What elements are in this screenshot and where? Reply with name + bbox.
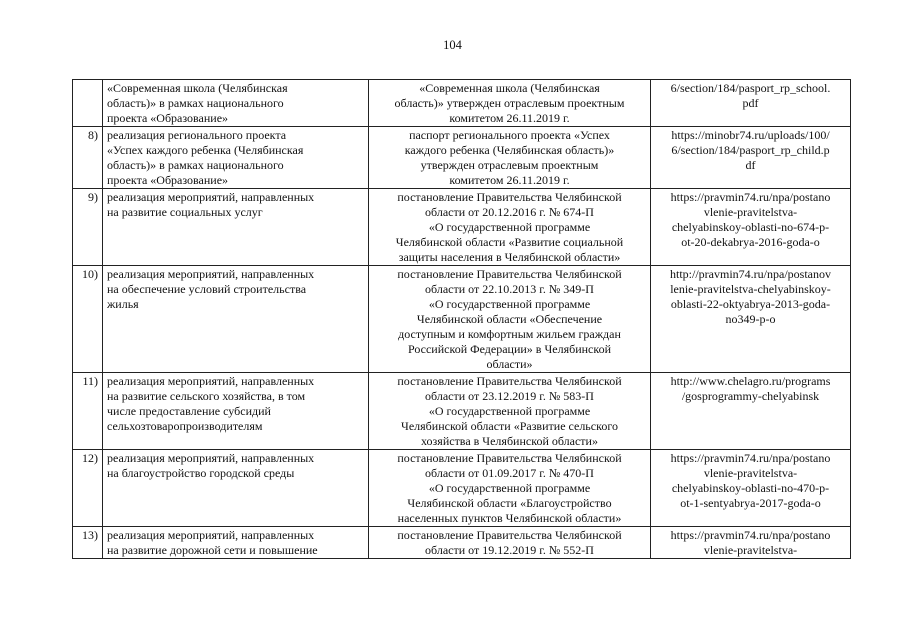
legal-document-cell-line: область)» утвержден отраслевым проектным: [394, 96, 625, 110]
activity-description-cell-line: проекта «Образование»: [107, 173, 229, 187]
activity-description-cell-line: проекта «Образование»: [107, 111, 229, 125]
activity-description-cell-line: числе предоставление субсидий: [107, 404, 271, 418]
legal-document-cell-line: утвержден отраслевым проектным: [420, 158, 599, 172]
activity-description-cell-line: область)» в рамках национального: [107, 158, 284, 172]
source-link-cell: [651, 189, 851, 266]
source-link-cell-line: http://pravmin74.ru/npa/postanov: [670, 267, 831, 281]
page-number: 104: [443, 38, 462, 52]
source-link-cell-line: http://www.chelagro.ru/programs: [670, 374, 831, 388]
source-link-cell-line: ot-1-sentyabrya-2017-goda-o: [680, 496, 821, 510]
table-row: [73, 450, 851, 527]
activity-description-cell-line: область)» в рамках национального: [107, 96, 284, 110]
programs-table-body: [73, 80, 851, 559]
activity-description-cell: [103, 527, 369, 559]
table-row: [73, 373, 851, 450]
activity-description-cell: [103, 127, 369, 189]
table-row: [73, 80, 851, 127]
source-link-cell: [651, 127, 851, 189]
legal-document-cell-line: области от 20.12.2016 г. № 674-П: [425, 205, 594, 219]
legal-document-cell-line: области от 19.12.2019 г. № 552-П: [425, 543, 594, 557]
legal-document-cell: [369, 80, 651, 127]
source-link-cell-line: vlenie-pravitelstva-: [703, 543, 798, 557]
activity-description-cell: [103, 80, 369, 127]
legal-document-cell: [369, 266, 651, 373]
legal-document-cell-line: комитетом 26.11.2019 г.: [449, 111, 570, 125]
activity-description-cell-line: «Успех каждого ребенка (Челябинская: [107, 143, 304, 157]
activity-description-cell-line: реализация мероприятий, направленных: [107, 451, 315, 465]
source-link-cell-line: https://pravmin74.ru/npa/postano: [670, 528, 831, 542]
activity-description-cell-line: на развитие дорожной сети и повышение: [107, 543, 318, 557]
legal-document-cell: [369, 373, 651, 450]
legal-document-cell-line: постановление Правительства Челябинской: [397, 374, 622, 388]
source-link-cell-line: no349-p-o: [725, 312, 776, 326]
legal-document-cell-line: постановление Правительства Челябинской: [397, 451, 622, 465]
activity-description-cell-line: реализация мероприятий, направленных: [107, 190, 315, 204]
activity-description-cell: [103, 450, 369, 527]
activity-description-cell: [103, 373, 369, 450]
source-link-cell-line: pdf: [742, 96, 759, 110]
legal-document-cell-line: Челябинской области «Благоустройство: [407, 496, 612, 510]
table-row: [73, 127, 851, 189]
source-link-cell-line: lenie-pravitelstva-chelyabinskoy-: [670, 282, 831, 296]
legal-document-cell: [369, 450, 651, 527]
legal-document-cell-line: «О государственной программе: [428, 481, 591, 495]
activity-description-cell-line: реализация регионального проекта: [107, 128, 287, 142]
legal-document-cell-line: «О государственной программе: [428, 220, 591, 234]
row-number-cell: 13): [73, 527, 103, 559]
legal-document-cell-line: постановление Правительства Челябинской: [397, 190, 622, 204]
source-link-cell: [651, 450, 851, 527]
legal-document-cell-line: защиты населения в Челябинской области»: [398, 250, 621, 264]
activity-description-cell-line: на благоустройство городской среды: [107, 466, 295, 480]
source-link-cell-line: ot-20-dekabrya-2016-goda-o: [681, 235, 820, 249]
source-link-cell-line: 6/section/184/pasport_rp_school.: [670, 81, 831, 95]
row-number-cell: 11): [73, 373, 103, 450]
activity-description-cell-line: реализация мероприятий, направленных: [107, 267, 315, 281]
source-link-cell: [651, 80, 851, 127]
legal-document-cell-line: постановление Правительства Челябинской: [397, 528, 622, 542]
legal-document-cell: [369, 189, 651, 266]
legal-document-cell-line: Челябинской области «Обеспечение: [416, 312, 603, 326]
legal-document-cell-line: комитетом 26.11.2019 г.: [449, 173, 570, 187]
legal-document-cell-line: постановление Правительства Челябинской: [397, 267, 622, 281]
table-row: [73, 266, 851, 373]
source-link-cell-line: https://pravmin74.ru/npa/postano: [670, 190, 831, 204]
source-link-cell: [651, 266, 851, 373]
source-link-cell: [651, 527, 851, 559]
legal-document-cell-line: Челябинской области «Развитие социальной: [395, 235, 624, 249]
legal-document-cell-line: «О государственной программе: [428, 297, 591, 311]
source-link-cell-line: 6/section/184/pasport_rp_child.p: [671, 143, 830, 157]
source-link-cell-line: vlenie-pravitelstva-: [703, 466, 798, 480]
table-row: [73, 527, 851, 559]
activity-description-cell-line: на развитие сельского хозяйства, в том: [107, 389, 306, 403]
legal-document-cell-line: населенных пунктов Челябинской области»: [397, 511, 622, 525]
activity-description-cell: [103, 266, 369, 373]
legal-document-cell-line: области от 01.09.2017 г. № 470-П: [425, 466, 594, 480]
activity-description-cell-line: реализация мероприятий, направленных: [107, 528, 315, 542]
source-link-cell-line: chelyabinskoy-oblasti-no-470-p-: [671, 481, 830, 495]
source-link-cell-line: vlenie-pravitelstva-: [703, 205, 798, 219]
legal-document-cell-line: хозяйства в Челябинской области»: [421, 434, 598, 448]
activity-description-cell-line: «Современная школа (Челябинская: [107, 81, 288, 95]
legal-document-cell-line: «О государственной программе: [428, 404, 591, 418]
activity-description-cell-line: жилья: [107, 297, 139, 311]
source-link-cell: [651, 373, 851, 450]
legal-document-cell-line: Челябинской области «Развитие сельского: [401, 419, 618, 433]
source-link-cell-line: https://pravmin74.ru/npa/postano: [670, 451, 831, 465]
source-link-cell-line: df: [745, 158, 756, 172]
legal-document-cell-line: доступным и комфортным жильем граждан: [398, 327, 621, 341]
row-number-cell: 10): [73, 266, 103, 373]
source-link-cell-line: https://minobr74.ru/uploads/100/: [671, 128, 830, 142]
row-number-cell: 12): [73, 450, 103, 527]
activity-description-cell: [103, 189, 369, 266]
source-link-cell-line: oblasti-22-oktyabrya-2013-goda-: [670, 297, 831, 311]
legal-document-cell-line: области от 22.10.2013 г. № 349-П: [425, 282, 594, 296]
legal-document-cell-line: Российской Федерации» в Челябинской: [407, 342, 612, 356]
row-number-cell: [73, 80, 103, 127]
table-row: [73, 189, 851, 266]
activity-description-cell-line: сельхозтоваропроизводителям: [107, 419, 263, 433]
activity-description-cell-line: на развитие социальных услуг: [107, 205, 263, 219]
source-link-cell-line: chelyabinskoy-oblasti-no-674-p-: [671, 220, 830, 234]
programs-table: [72, 79, 851, 559]
legal-document-cell-line: каждого ребенка (Челябинская область)»: [404, 143, 615, 157]
legal-document-cell-line: «Современная школа (Челябинская: [419, 81, 600, 95]
source-link-cell-line: /gosprogrammy-chelyabinsk: [681, 389, 820, 403]
legal-document-cell: [369, 127, 651, 189]
legal-document-cell: [369, 527, 651, 559]
activity-description-cell-line: реализация мероприятий, направленных: [107, 374, 315, 388]
row-number-cell: 9): [73, 189, 103, 266]
legal-document-cell-line: области от 23.12.2019 г. № 583-П: [425, 389, 594, 403]
legal-document-cell-line: паспорт регионального проекта «Успех: [409, 128, 610, 142]
legal-document-cell-line: области»: [486, 357, 533, 371]
activity-description-cell-line: на обеспечение условий строительства: [107, 282, 307, 296]
row-number-cell: 8): [73, 127, 103, 189]
